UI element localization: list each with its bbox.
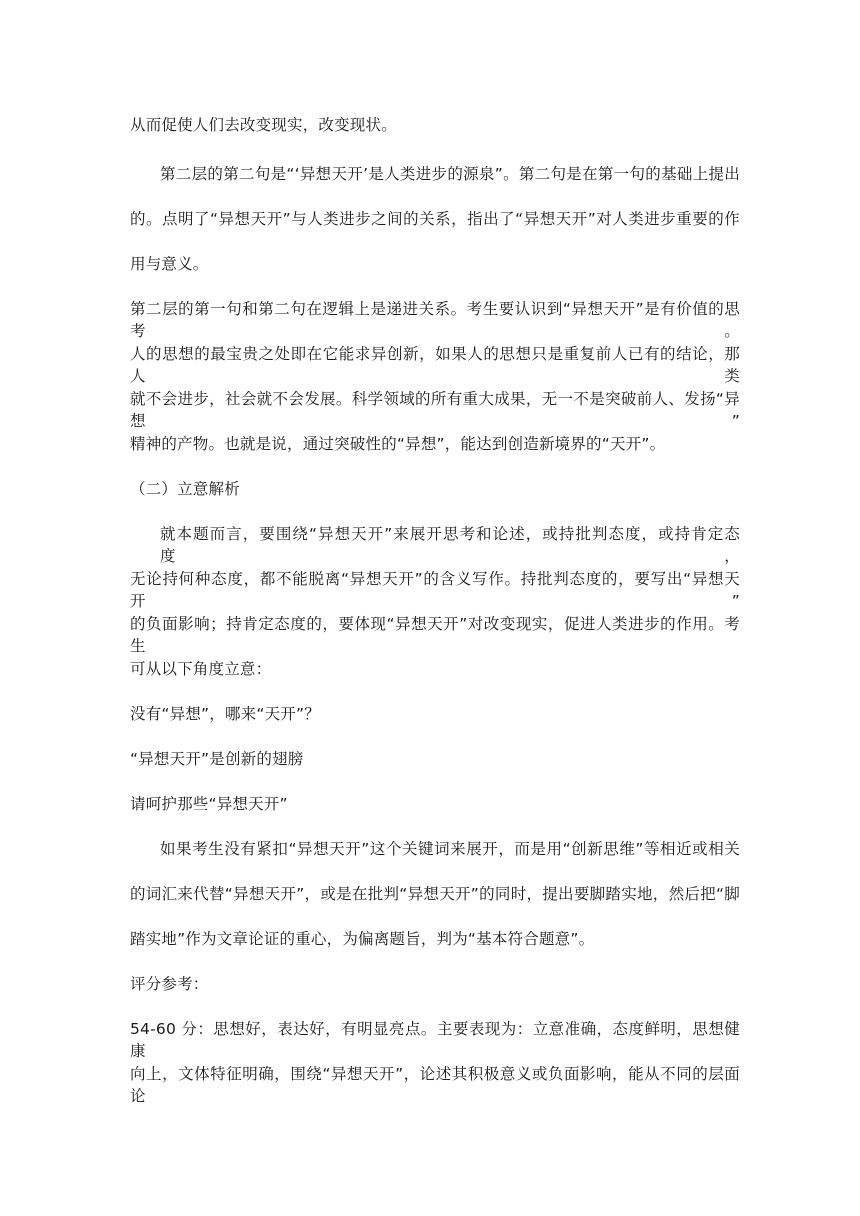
text-line-2: 第二层的第二句是“‘异想天开’是人类进步的源泉”。第二句是在第一句的基础上提出	[160, 165, 740, 183]
text-line-4: 用与意义。	[130, 255, 209, 273]
text-line-8: 精神的产物。也就是说，通过突破性的“异想”，能达到创造新境界的“天开”。	[130, 435, 666, 453]
text-line-10: 就本题而言，要围绕“异想天开”来展开思考和论述，或持批判态度，或持肯定态度，	[160, 525, 740, 565]
text-line-5: 第二层的第一句和第二句在逻辑上是递进关系。考生要认识到“异想天开”是有价值的思考。	[130, 300, 740, 340]
text-line-22: 向上，文体特征明确，围绕“异想天开”，论述其积极意义或负面影响，能从不同的层面论	[130, 1065, 740, 1105]
text-line-1: 从而促使人们去改变现实，改变现状。	[130, 116, 397, 134]
text-line-14: 没有“异想”，哪来“天开”？	[130, 705, 320, 723]
section-heading: （二）立意解析	[130, 480, 240, 498]
text-line-21: 54-60 分：思想好，表达好，有明显亮点。主要表现为：立意准确，态度鲜明，思想健康	[130, 1020, 740, 1060]
text-line-11: 无论持何种态度，都不能脱离“异想天开”的含义写作。持批判态度的，要写出“异想天开”	[130, 570, 740, 610]
text-line-17: 如果考生没有紧扣“异想天开”这个关键词来展开，而是用“创新思维”等相近或相关	[160, 840, 740, 858]
text-line-20: 评分参考：	[130, 975, 209, 993]
text-line-19: 踏实地”作为文章论证的重心，为偏离题旨，判为“基本符合题意”。	[130, 930, 595, 948]
text-line-18: 的词汇来代替“异想天开”，或是在批判“异想天开”的同时，提出要脚踏实地，然后把“脚	[130, 885, 740, 903]
text-line-3: 的。点明了“异想天开”与人类进步之间的关系，指出了“异想天开”对人类进步重要的作	[130, 210, 740, 228]
text-line-6: 人的思想的最宝贵之处即在它能求异创新，如果人的思想只是重复前人已有的结论，那人类	[130, 345, 740, 385]
text-line-16: 请呵护那些“异想天开”	[130, 795, 288, 813]
text-line-13: 可从以下角度立意：	[130, 660, 272, 678]
text-line-7: 就不会进步，社会就不会发展。科学领域的所有重大成果，无一不是突破前人、发扬“异想”	[130, 390, 740, 430]
text-line-15: “异想天开”是创新的翅膀	[130, 750, 304, 768]
text-line-12: 的负面影响；持肯定态度的，要体现“异想天开”对改变现实，促进人类进步的作用。考生	[130, 615, 740, 655]
